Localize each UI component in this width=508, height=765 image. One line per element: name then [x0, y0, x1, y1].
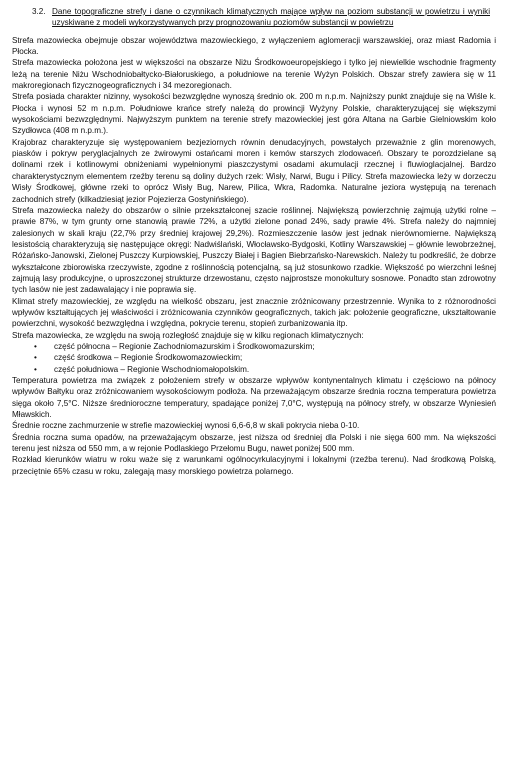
list-item	[12, 341, 496, 352]
paragraph-cloudiness: Średnie roczne zachmurzenie w strefie mazowieckiej wynosi 6,6-6,8 w skali pokrycia nieba 0-10.	[12, 421, 360, 431]
list-item-text: część południowa – Regionie Wschodniomałopolskim.	[54, 364, 250, 374]
climate-regions-list	[12, 341, 496, 375]
paragraph-location: Strefa mazowiecka położona jest w większości na obszarze Niżu Środkowoeuropejskiego i tylko jej niewielkie wschodnie fragmenty leżą na terenie Niżu Wschodniobałtycko-Białoruskiego, a południowe na terenie Wyżyn Polskich. Obszar strefy zawiera się w 11 makroregionach fizycznogeograficznych i 34 mezoregionach.	[12, 58, 496, 91]
section-title: Dane topograficzne strefy i dane o czynnikach klimatycznych mające wpływ na poziom substancji w powietrzu i wyniki uzyskiwane z modeli wykorzystywanych przy prognozowaniu poziomów substancji w powietrzu	[52, 7, 490, 28]
paragraph-temperature: Temperatura powietrza ma związek z położeniem strefy w obszarze wpływów kontynentalnych klimatu i częściowo na północy wpływów Bałtyku oraz zróżnicowaniem wysokościowym podłoża. Na przeważającym obszarze średnia roczna temperatura powietrza sięga około 7,5°C. Niższe średnioroczne temperatury, spadające poniżej 7,0°C, występują na północy strefy, w obszarze Wyniesień Mławskich.	[12, 376, 496, 420]
paragraph-climate-regions-intro: Strefa mazowiecka, ze względu na swoją rozległość znajduje się w kilku regionach klimatycznych:	[12, 330, 364, 340]
bullet-icon: •	[34, 364, 37, 374]
bullet-icon: •	[34, 341, 37, 351]
paragraph-climate: Klimat strefy mazowieckiej, ze względu na wielkość obszaru, jest znacznie zróżnicowany przestrzennie. Wynika to z różnorodności wpływów kształtujących jej właściwości i zróżnicowania czynników geograficznych, takich jak: położenie geograficzne, ukształtowanie powierzchni, wysokość bezwzględna i względna, pokrycie terenu, stopień zurbanizowania itp.	[12, 296, 496, 329]
paragraph-vegetation: Strefa mazowiecka należy do obszarów o silnie przekształconej szacie roślinnej. Największą powierzchnię zajmują użytki rolne – prawie 87%, w tym grunty orne stanowią prawie 72%, a użytki zielone ponad 24%, sady prawie 4%. Strefa należy do najmniej zalesionych w skali kraju (22,7% przy średniej krajowej 29,2%). Rozmieszczenie lasów jest jednak nierównomierne. Największą lesistością charakteryzują się następujące okręgi: Nadwiślański, Włocławsko-Bydgoski, Kotliny Warszawskiej – głównie lewobrzeżnej, Różańsko-Janowski, Zielonej Puszczy Kurpiowskiej, Puszczy Białej i Bagien Biebrzańsko-Narewskich. Należy tu podkreślić, że dobrze wykształcone zbiorowiska rzeczywiste, zgodne z roślinnością potencjalną, są już stosunkowo rzadkie. Większość po wierzchni leśnej zajmują lasy produkcyjne, o uproszczonej strukturze drzewostanu, często najprostsze monokultury sosnowe. Ponadto stan zdrowotny tych lasów nie jest zadawalający i nie poprawia się.	[12, 205, 496, 295]
list-item-text: część środkowa – Regionie Środkowomazowieckim;	[54, 353, 243, 363]
section-heading	[12, 6, 496, 29]
paragraph-wind: Rozkład kierunków wiatru w roku waże się z warunkami ogólnocyrkulacyjnymi i lokalnymi (rzeźba terenu). Nad środkową Polską, przeciętnie 65% czasu w roku, zalegają masy morskiego powietrza polarnego.	[12, 455, 496, 476]
list-item-text: część północna – Regionie Zachodniomazurskim i Środkowomazurskim;	[54, 341, 315, 351]
bullet-icon: •	[34, 353, 37, 363]
section-number: 3.2.	[32, 7, 46, 16]
paragraph-elevation: Strefa posiada charakter nizinny, wysokości bezwzględne wynoszą średnio ok. 200 m n.p.m. Najniższy punkt znajduje się na Wiśle k. Płocka i wynosi 52 m n.p.m. Południowe krańce strefy należą do prowincji Wyżyny Polskie, charakteryzującej się większymi wysokościami bezwzględnymi. Najwyższym punktem na terenie strefy mazowieckiej jest góra Altana na Garbie Gielniowskim koło Szydłowca (408 m n.p.m.).	[12, 92, 496, 136]
paragraph-landscape: Krajobraz charakteryzuje się występowaniem bezjeziornych równin denudacyjnych, powstałych przeważnie z glin morenowych, piasków i pokryw peryglacjalnych ze żwirowymi ostańcami moren i kemów starszych zlodowaceń. Obszary te porozdzielane są dolinami rzek i kotlinowymi obniżeniami wypełnionymi piaszczystymi osadami akumulacji rzecznej i fluwioglacjalnej. Bardzo charakterystycznym elementem rzeźby terenu są doliny dużych rzek: Wisły, Narwi, Bugu i Pilicy. Strefa mazowiecka leży w dorzeczu Wisły Środkowej, główne rzeki to oprócz Wisły Bug, Narew, Pilica, Wkra, Radomka. Naturalne jeziora występują na terenach zachodnich strefy (kilkadziesiąt jezior Pojezierza Gostynińskiego).	[12, 137, 496, 204]
list-item	[12, 364, 496, 375]
paragraph-precipitation: Średnia roczna suma opadów, na przeważającym obszarze, jest niższa od średniej dla Polski i nie sięga 600 mm. Na większości terenu jest niższa od 550 mm, a w rejonie Podlaskiego Przełomu Bugu, nawet poniżej 500 mm.	[12, 432, 496, 454]
list-item	[12, 352, 496, 363]
paragraph-scope: Strefa mazowiecka obejmuje obszar województwa mazowieckiego, z wyłączeniem aglomeracji warszawskiej, oraz miast Radomia i Płocka.	[12, 35, 496, 57]
